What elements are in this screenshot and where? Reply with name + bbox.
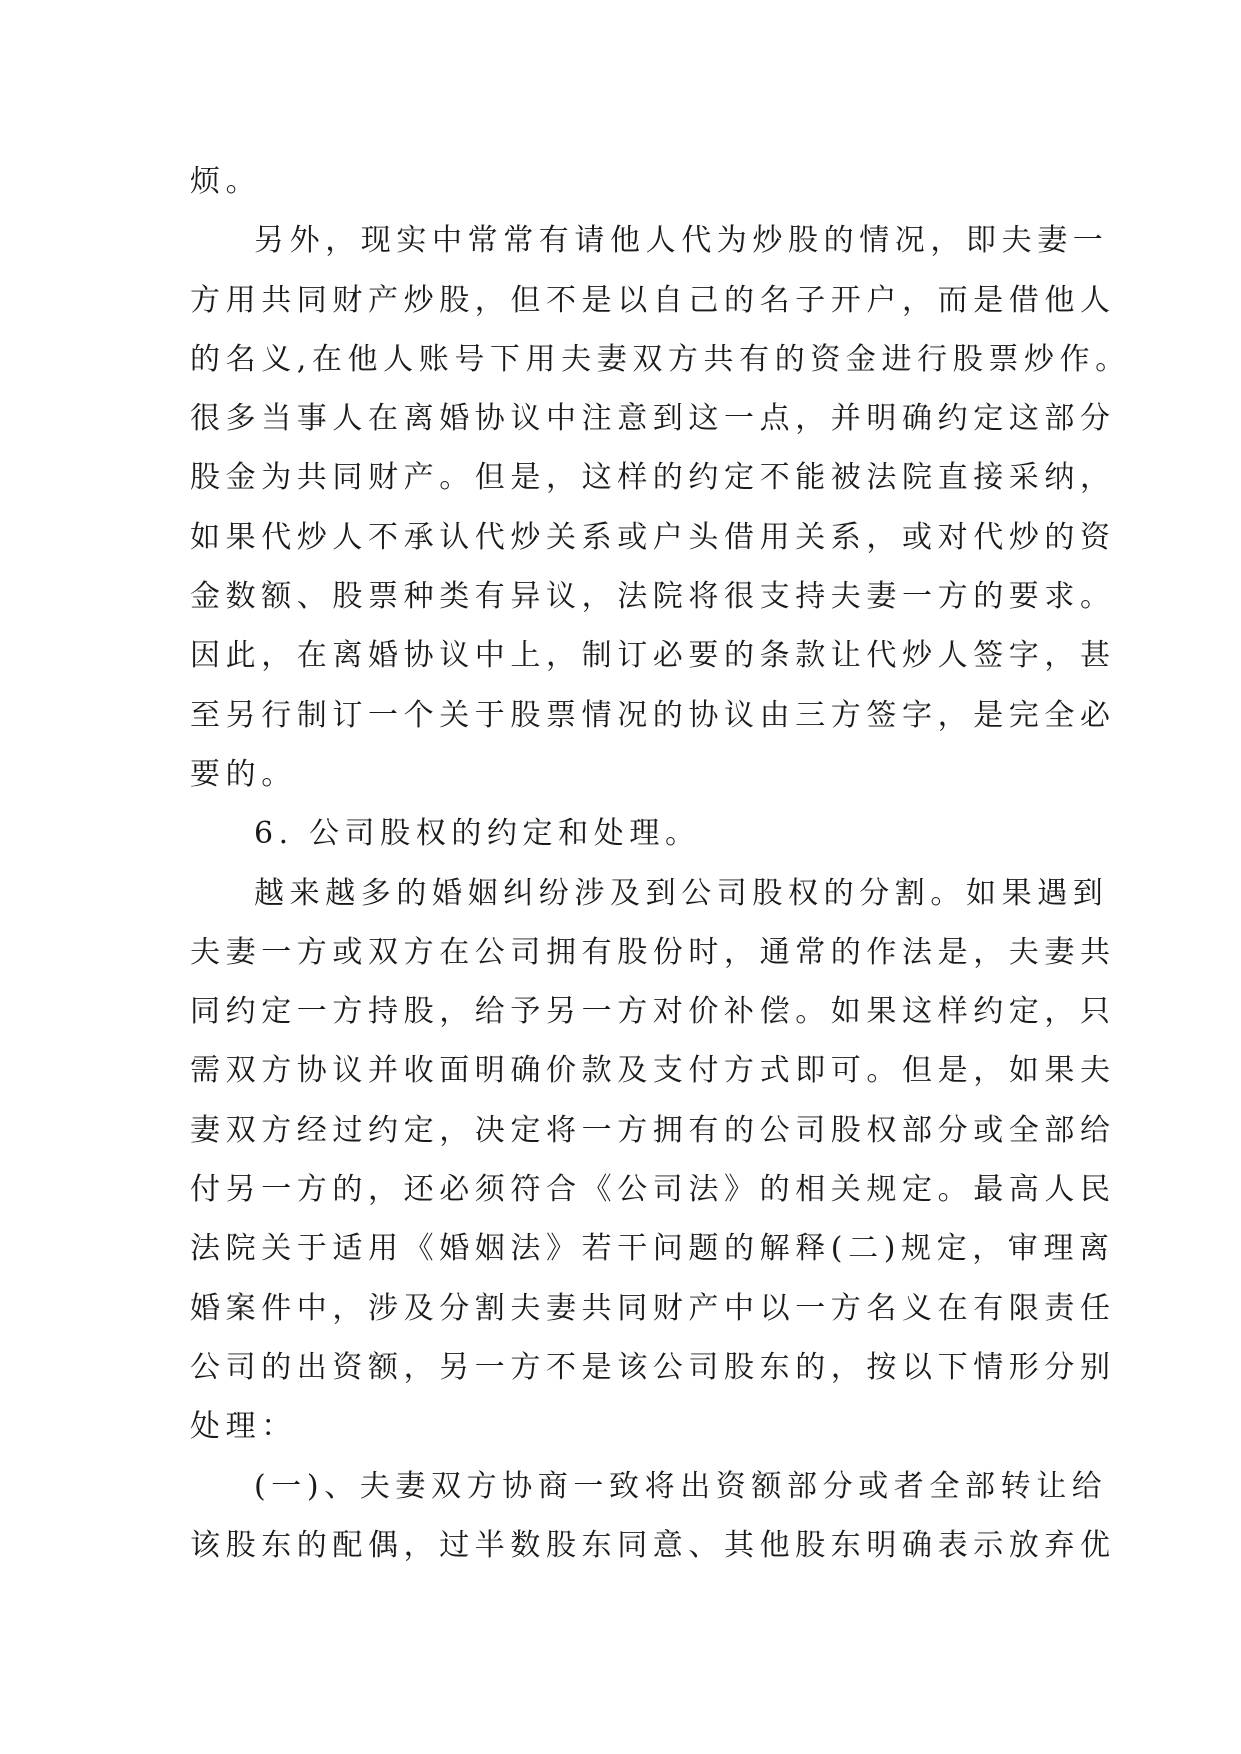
- text-line: 另外，现实中常常有请他人代为炒股的情况，即夫妻一: [254, 223, 1109, 259]
- text-line: 需双方协议并收面明确价款及支付方式即可。但是，如果夫: [190, 1053, 1116, 1089]
- text-line: 6. 公司股权的约定和处理。: [254, 816, 701, 852]
- text-line: 同约定一方持股，给予另一方对价补偿。如果这样约定，只: [190, 994, 1116, 1030]
- text-line: 如果代炒人不承认代炒关系或户头借用关系，或对代炒的资: [190, 519, 1116, 555]
- document-body: [190, 152, 1131, 1575]
- text-line: 很多当事人在离婚协议中注意到这一点，并明确约定这部分: [190, 401, 1116, 437]
- text-line: 股金为共同财产。但是，这样的约定不能被法院直接采纳，: [190, 460, 1116, 496]
- text-line: 要的。: [190, 756, 297, 792]
- text-line: 至另行制订一个关于股票情况的协议由三方签字，是完全必: [190, 697, 1116, 733]
- text-line: 处理：: [190, 1409, 297, 1445]
- text-line: (一)、夫妻双方协商一致将出资额部分或者全部转让给: [254, 1468, 1108, 1504]
- text-line: 越来越多的婚姻纠纷涉及到公司股权的分割。如果遇到: [254, 875, 1109, 911]
- text-line: 因此，在离婚协议中上，制订必要的条款让代炒人签字，甚: [190, 638, 1116, 674]
- text-line: 烦。: [190, 164, 262, 199]
- text-line: 法院关于适用《婚姻法》若干问题的解释(二)规定，审理离: [190, 1231, 1115, 1267]
- text-line: 金数额、股票种类有异议，法院将很支持夫妻一方的要求。: [190, 579, 1116, 615]
- text-line: 妻双方经过约定，决定将一方拥有的公司股权部分或全部给: [190, 1112, 1116, 1148]
- text-line: 方用共同财产炒股，但不是以自己的名子开户，而是借他人: [190, 282, 1116, 318]
- text-line: 婚案件中，涉及分割夫妻共同财产中以一方名义在有限责任: [190, 1290, 1116, 1326]
- text-line: 该股东的配偶，过半数股东同意、其他股东明确表示放弃优: [190, 1527, 1116, 1563]
- text-line: 公司的出资额，另一方不是该公司股东的，按以下情形分别: [190, 1349, 1116, 1385]
- text-line: 的名义,在他人账号下用夫妻双方共有的资金进行股票炒作。: [190, 341, 1131, 377]
- text-line: 夫妻一方或双方在公司拥有股份时，通常的作法是，夫妻共: [190, 934, 1116, 970]
- text-line: 付另一方的，还必须符合《公司法》的相关规定。最高人民: [190, 1172, 1116, 1208]
